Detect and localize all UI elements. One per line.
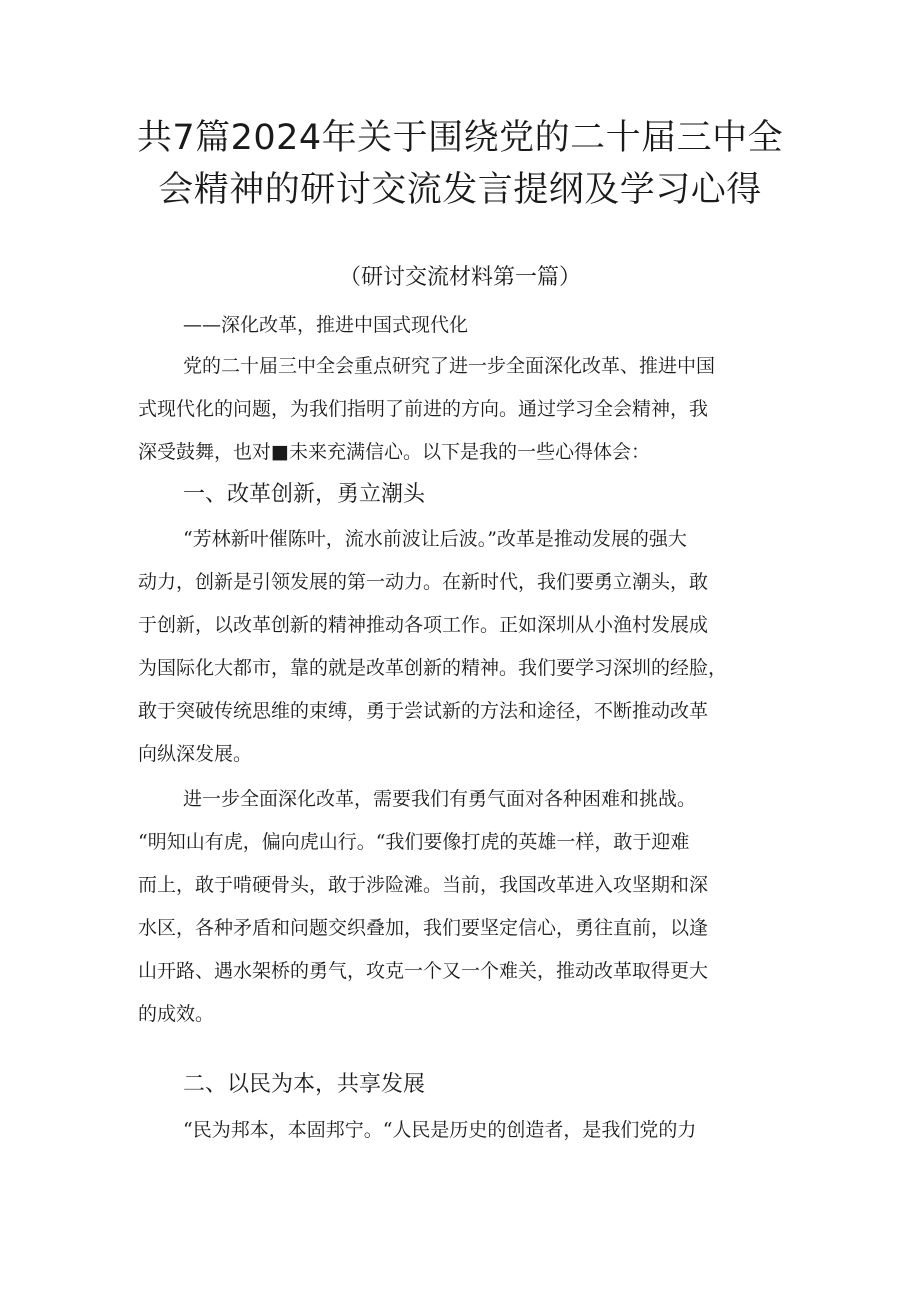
tagline: ——深化改革，推进中国式现代化 bbox=[183, 314, 469, 336]
paragraph-line: “芳林新叶催陈叶，流水前波让后波。”改革是推动发展的强大 bbox=[183, 528, 687, 550]
paragraph-line: 向纵深发展。 bbox=[138, 743, 253, 765]
paragraph-line: 的成效。 bbox=[138, 1003, 215, 1025]
title-line-1: 共7篇2024年关于围绕党的二十届三中全 bbox=[136, 118, 784, 158]
paragraph-line: 水区，各种矛盾和问题交织叠加，我们要坚定信心，勇往直前，以逢 bbox=[138, 917, 709, 939]
section-heading-1: 一、改革创新，勇立潮头 bbox=[183, 482, 426, 507]
intro-line: 式现代化的问题，为我们指明了前进的方向。通过学习全会精神，我 bbox=[138, 398, 709, 420]
paragraph-line: 为国际化大都市，靠的就是改革创新的精神。我们要学习深圳的经脸， bbox=[138, 657, 728, 679]
section-subtitle: （研讨交流材料第一篇） bbox=[338, 265, 581, 290]
title-line-2: 会精神的研讨交流发言提纲及学习心得 bbox=[158, 170, 762, 210]
paragraph-line: 而上，敢于啃硬骨头，敢于涉险滩。当前，我国改革进入攻坚期和深 bbox=[138, 874, 709, 896]
paragraph-line: 进一步全面深化改革，需要我们有勇气面对各种困难和挑战。 bbox=[183, 788, 697, 810]
paragraph-line: “民为邦本，本固邦宁。“人民是历史的创造者，是我们党的力 bbox=[183, 1119, 697, 1141]
intro-line: 深受鼓舞，也对■未来充满信心。以下是我的一些心得体会： bbox=[138, 441, 650, 463]
paragraph-line: 山开路、遇水架桥的勇气，攻克一个又一个难关，推动改革取得更大 bbox=[138, 960, 709, 982]
paragraph-line: 于创新，以改革创新的精神推动各项工作。正如深圳从小渔村发展成 bbox=[138, 614, 709, 636]
paragraph-line: 动力，创新是引领发展的第一动力。在新时代，我们要勇立潮头，敢 bbox=[138, 571, 709, 593]
paragraph-line: 敢于突破传统思维的束缚，勇于尝试新的方法和途径，不断推动改革 bbox=[138, 700, 709, 722]
document-title bbox=[130, 112, 790, 216]
intro-line: 党的二十届三中全会重点研究了进一步全面深化改革、推进中国 bbox=[183, 355, 716, 377]
section-heading-2: 二、以民为本，共享发展 bbox=[183, 1072, 426, 1097]
paragraph-line: “明知山有虎，偏向虎山行。“我们要像打虎的英雄一样，敢于迎难 bbox=[138, 831, 690, 853]
